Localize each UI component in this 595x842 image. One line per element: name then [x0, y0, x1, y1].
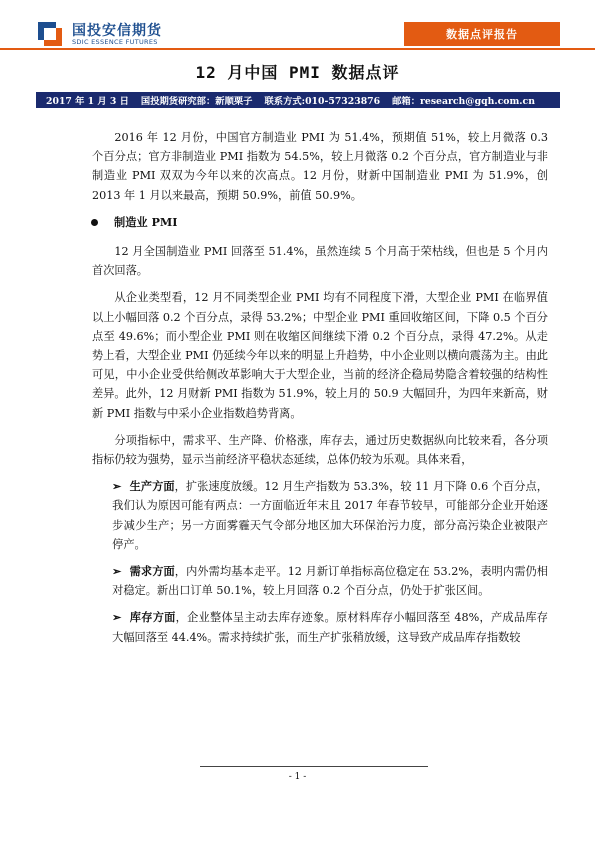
footer-divider [200, 766, 428, 767]
highlight-text: ，扩张速度放缓。12 月生产指数为 53.3%，较 11 月下降 0.6 个百分点，我们认为原因可能有两点：一方面临近年末且 2017 年春节较早，可能部分企业开始逐步减少生产；另一方面雾霾天气令部分地区加大环保治污力度，部分高污染企业被限产停产。 [112, 480, 548, 551]
page-header [0, 0, 595, 52]
research-dept: 国投期货研究部：新顺栗子 [140, 96, 253, 107]
sdic-logo-icon [36, 20, 64, 48]
report-type-badge: 数据点评报告 [404, 22, 560, 46]
paragraph-production [92, 477, 548, 554]
paragraph-inventory [92, 608, 548, 646]
highlight-text: ，企业整体呈主动去库存迹象。原材料库存小幅回落至 48%，产成品库存大幅回落至 44.4%。需求持续扩张，而生产扩张稍放缓，这导致产成品库存指数较 [112, 611, 548, 644]
arrow-right-icon: ➢ [112, 610, 122, 625]
info-bar [36, 92, 560, 108]
paragraph-demand [92, 562, 548, 600]
arrow-right-icon: ➢ [112, 564, 122, 579]
highlight-label: 需求方面 [129, 564, 175, 579]
bullet-dot-icon [91, 219, 98, 226]
paragraph-sub-indicators: 分项指标中，需求平、生产降、价格涨，库存去，通过历史数据纵向比较来看，各分项指标仍较为强势，显示当前经济平稳状态延续，总体仍较为乐观。具体来看， [92, 433, 548, 467]
logo-english: SDIC ESSENCE FUTURES [72, 38, 158, 46]
highlight-text: ，内外需均基本走平。12 月新订单指标高位稳定在 53.2%，表明内需仍相对稳定。新出口订单 50.1%，较上月回落 0.2 个百分点，仍处于扩张区间。 [112, 565, 548, 598]
report-body [92, 128, 548, 655]
arrow-right-icon: ➢ [112, 479, 122, 494]
page-title: 12 月中国 PMI 数据点评 [195, 63, 400, 82]
paragraph-enterprise-type: 从企业类型看，12 月不同类型企业 PMI 均有不同程度下滑，大型企业 PMI 在临界值以上小幅回落 0.2 个百分点，录得 53.2%；中型企业 PMI 重回收缩区间，下降 0.5 个百分点至 49.6%；而小型企业 PMI 则在收缩区间继续下滑 0.2 个百分点，录得 47.2%。从走势上看，大型企业 PMI 仍延续今年以来的明显上升趋势，中小企业则以横向震荡为主。由此可见，中小企业受供给侧改革影响大于大型企业，当前的经济企稳局势隐含着较强的结构性差异。此外，12 月财新 PMI 指数为 51.9%，较上月的 50.9 大幅回升，为四年来新高，财新 PMI 指数与中采小企业指数趋势背离。 [92, 291, 548, 420]
paragraph-summary: 2016 年 12 月份，中国官方制造业 PMI 为 51.4%，预期值 51%，较上月微落 0.3 个百分点；官方非制造业 PMI 指数为 54.5%，较上月微落 0.2 个百分点，官方制造业与非制造业 PMI 双双为今年以来的次高点。12 月份，财新中国制造业 PMI 为 51.9%，创 2013 年 1 月以来最高，预期 50.9%，前值 50.9%。 [92, 131, 548, 202]
paragraph-overview: 12 月全国制造业 PMI 回落至 51.4%，虽然连续 5 个月高于荣枯线，但也是 5 个月内首次回落。 [92, 245, 548, 278]
section-heading-text: 制造业 PMI [114, 214, 178, 229]
contact-phone: 联系方式:010-57323876 [264, 96, 381, 107]
highlight-label: 库存方面 [129, 610, 176, 625]
report-date: 2017 年 1 月 3 日 [46, 96, 129, 107]
header-divider [0, 48, 595, 50]
section-heading [92, 213, 548, 232]
highlight-label: 生产方面 [129, 479, 175, 494]
contact-email: 邮箱：research@gqh.com.cn [392, 96, 535, 107]
page-number: - 1 - [288, 772, 307, 782]
logo-chinese: 国投安信期货 [72, 23, 162, 39]
